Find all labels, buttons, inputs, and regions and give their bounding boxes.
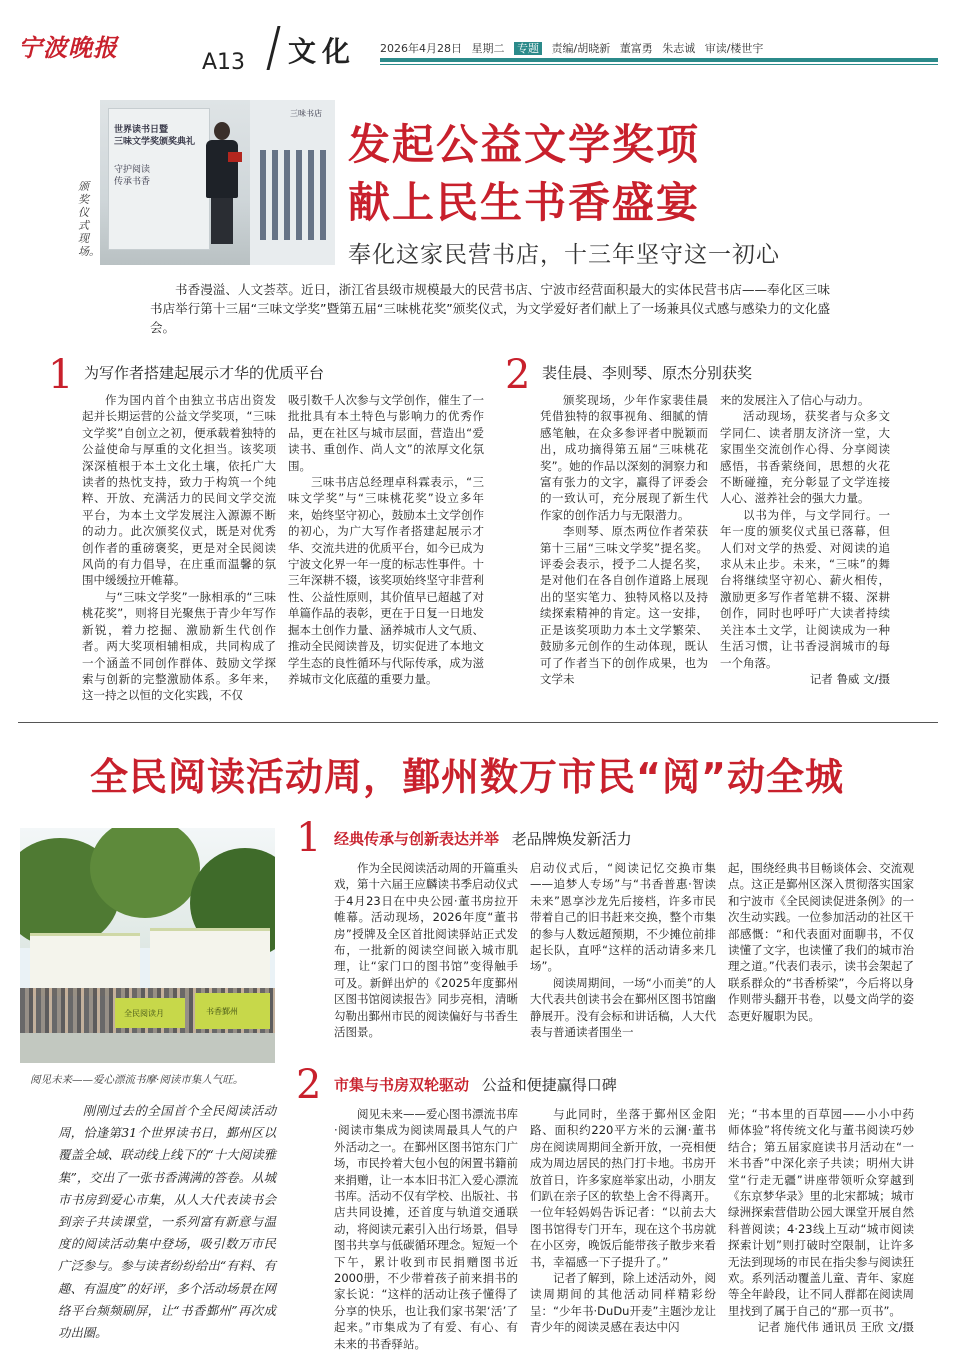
text-column	[728, 1106, 914, 1336]
section-heading: 为写作者搭建起展示才华的优质平台	[84, 364, 325, 382]
header-info	[380, 40, 763, 56]
backdrop-pattern	[260, 150, 330, 240]
paragraph: 阅读周期间，一场“小而美”的人大代表共创读书会在鄞州区图书馆幽静展开。没有会标和讲话稿，人大代表与普通读者围坐一	[530, 975, 716, 1040]
paragraph: 刚刚过去的全国首个全民阅读活动周，恰逢第31个世界读书日，鄞州区以覆盖全域、联动线上线下的“十大阅读雅集”，交出了一张书香满满的答卷。从城市书房到爱心市集，从人大代表读书会到亲子共读课堂，一系列富有新意与温度的阅读活动集中登场，吸引数万市民广泛参与。参与读者纷纷给出“有料、有趣、有温度”的好评，多个活动场景在网络平台频频刷屏，让“书香鄞州”再次成功出圈。	[58, 1103, 276, 1341]
award-ceremony-photo	[100, 100, 335, 265]
credit-editor: 责编/胡晓新	[551, 42, 611, 55]
section-heading-bold: 经典传承与创新表达并举	[334, 830, 500, 848]
paragraph: 启动仪式后，“阅读记忆交换市集——追梦人专场”与“书香普惠·智读未来”恩享沙龙先后接档，许多市民带着自己的旧书赶来交换，整个市集的参与人数远超预期，不少摊位前排起长队，直呼“这样的活动请多来几场”。	[530, 861, 716, 974]
headline-2: 全民阅读活动周，鄞州数万市民“阅”动全城	[90, 755, 844, 799]
paragraph: 作为国内首个由独立书店出资发起并长期运营的公益文学奖项，“三味文学奖”自创立之初，便承载着独特的公益使命与厚重的文化担当。该奖项深深植根于本土文化土壤，依托广大读者的热忱支持，致力于构筑一个纯粹、开放、充满活力的民间文学交流平台，为本土文学发展注入源源不断的动力。此次颁奖仪式，既是对优秀创作者的重磅褒奖，更是对全民阅读风尚的有力倡导，在庄重而温馨的氛围中缓缓拉开帷幕。	[82, 393, 276, 588]
byline: 记者 施代伟 通讯员 王欣 文/摄	[757, 1320, 914, 1335]
text-column	[530, 1106, 716, 1336]
section-heading-rest: 老品牌焕发新活力	[511, 830, 632, 848]
text-column	[530, 860, 716, 1040]
masthead-logo: 宁波晚报	[18, 33, 118, 62]
paragraph: 起，围绕经典书目畅谈体会、交流观点。这正是鄞州区深入贯彻落实国家和宁波市《全民阅读促进条例》的一次生动实践。一位参加活动的社区干部感慨：“和代表面对面聊书，不仅读懂了文字，也读懂了我们的城市治理之道。”代表们表示，读书会架起了联系群众的“书香桥梁”，今后将以身作则带头翻开书卷，以曼文尚学的姿态更好履职为民。	[728, 861, 914, 1023]
page-number: A13	[202, 50, 246, 75]
paragraph: 与此同时，坐落于鄞州区金阳路、面积约220平方米的云澜·董书房在阅读周期间全新开放，一亮相便成为周边居民的热门打卡地。书房开放首日，许多家庭举家出动，小朋友们趴在亲子区的软垫上舍不得离开。一位年轻妈妈告诉记者：“以前去大图书馆得专门开车，现在这个书房就在小区旁，晚饭后能带孩子散步来看书，幸福感一下子提升了。”	[530, 1107, 716, 1269]
reading-market-photo	[20, 828, 275, 1063]
issue-date: 2026年4月28日	[380, 42, 462, 55]
text-column	[82, 392, 276, 704]
text-column	[540, 392, 708, 687]
credit-designer: 董富勇	[619, 42, 653, 55]
header-rule-thin	[380, 64, 938, 65]
paragraph: 来的发展注入了信心与动力。	[720, 393, 870, 407]
photo-caption: 颁奖仪式现场。	[78, 180, 100, 258]
section-number: 2	[505, 352, 531, 398]
backdrop-text-4: 传承书香	[114, 177, 151, 187]
text-column	[334, 1106, 518, 1352]
credit-proofreader: 审读/楼世宇	[704, 42, 764, 55]
text-column	[728, 860, 914, 1024]
paragraph: 吸引数千人次参与文学创作，催生了一批批具有本土特色与影响力的优秀作品，更在社区与城市层面，营造出“爱读书、重创作、尚人文”的浓厚文化氛围。	[288, 393, 484, 473]
section-heading-bold: 市集与书房双轮驱动	[334, 1076, 470, 1094]
section-heading	[334, 1074, 617, 1095]
section-heading: 裴佳晨、李则琴、原杰分别获奖	[542, 364, 753, 382]
byline: 记者 鲁威 文/摄	[809, 671, 890, 686]
article-separator	[18, 722, 938, 723]
paragraph: 颁奖现场，少年作家裴佳晨凭借独特的叙事视角、细腻的情感笔触，在众多参评者中脱颖而出，成功摘得第五届“三味桃花奖”。她的作品以深刻的洞察力和富有张力的文字，赢得了评委会的一致认可，充分展现了新生代作家的创作活力与无限潜力。	[540, 393, 708, 522]
paragraph: 作为全民阅读活动周的开篇重头戏，第十六届王应麟读书季启动仪式于4月23日在中央公园·董书房拉开帷幕。活动现场，2026年度“董书房”授牌及全区首批阅读驿站正式发布，一批新的阅读空间嵌入城市肌理，让“家门口的图书馆”变得触手可及。新鲜出炉的《2025年度鄞州区图书馆阅读报告》同步亮相，清晰勾勒出鄞州市民的阅读偏好与书香生活图景。	[334, 861, 518, 1040]
section-heading	[334, 828, 632, 849]
section-title: 文化	[288, 35, 357, 68]
paragraph: 阅见未来——爱心图书漂流书库·阅读市集成为阅读周最具人气的户外活动之一。在鄞州区图书馆东门广场，市民拎着大包小包的闲置书籍前来捐赠，让一本本旧书汇入爱心漂流书库。活动不仅有学校、出版社、书店共同设摊，还首度与轨道交通联动，将阅读元素引入出行场景，倡导图书共享与低碳循环理念。短短一个下午，累计收到市民捐赠图书近2000册，不少带着孩子前来捐书的家长说：“这样的活动让孩子懂得了分享的快乐，也让我们家书架‘活’了起来。”市集成为了有爱、有心、有未来的书香驿站。	[334, 1107, 518, 1351]
paragraph: 以书为伴，与文学同行。一年一度的颁奖仪式虽已落幕，但人们对文学的热爱、对阅读的追求从未止步。未来，“三味”的舞台将继续坚守初心、薪火相传，激励更多写作者笔耕不辍、深耕创作，同时也呼吁广大读者持续关注本土文学，让阅读成为一种生活习惯，让书香浸润城市的每一个角落。	[720, 507, 890, 670]
paragraph: 与“三味文学奖”一脉相承的“三味桃花奖”，则将目光聚焦于青少年写作新锐，着力挖掘、激励新生代创作者。两大奖项相辅相成，共同构成了一个涵盖不同创作群体、鼓励文学探索与创新的完整激励体系。多年来，这一持之以恒的文化实践，不仅	[82, 589, 276, 703]
text-column	[288, 392, 484, 687]
paragraph: 活动现场，获奖者与众多文学同仁、读者朋友济济一堂，大家围坐交流创作心得、分享阅读感悟，书香萦绕间，思想的火花不断碰撞，充分彰显了文学连接人心、滋养社会的强大力量。	[720, 409, 890, 506]
photo-caption-2: 阅见未来——爱心漂流书摩·阅读市集人气旺。	[30, 1074, 244, 1086]
article-lead: 书香漫溢、人文荟萃。近日，浙江省县级市规模最大的民营书店、宁波市经营面积最大的实体民营书店——奉化区三味书店举行第十三届“三味文学奖”暨第五届“三味桃花奖”颁奖仪式，为文学爱好者们献上了一场兼具仪式感与感染力的文化盛会。	[150, 282, 830, 335]
speaker-figure	[206, 122, 236, 242]
section-number: 1	[48, 352, 74, 398]
issue-weekday: 星期二	[471, 42, 505, 55]
text-column	[334, 860, 518, 1040]
paragraph: 李则琴、原杰两位作者荣获第十三届“三味文学奖”提名奖。评委会表示，授予二人提名奖，是对他们在各自创作道路上展现出的坚实笔力、独特风格以及持续探索精神的肯定。这一安排，正是该奖项助力本土文学繁荣、鼓励多元创作的生动体现，既认可了作者当下的创作成果，也为文学未	[540, 524, 708, 686]
bookstore-logo: 三味书店	[290, 109, 322, 118]
backdrop-text-3: 守护阅读	[114, 165, 151, 175]
headline-line-2: 献上民生书香盛宴	[348, 178, 701, 227]
banner-text-1: 全民阅读月	[124, 1009, 164, 1018]
backdrop-text-2: 三味文学奖颁奖典礼	[114, 137, 196, 147]
section-tag: 专题	[514, 42, 542, 55]
backdrop-text-1: 世界读书日暨	[114, 125, 169, 135]
paragraph: 记者了解到，除上述活动外，阅读周期间的其他活动同样精彩纷呈：“少年书·DuDu开麦”主题沙龙让青少年的阅读灵感在表达中闪	[530, 1271, 716, 1335]
section-number: 1	[296, 815, 322, 861]
section-heading-rest: 公益和便捷赢得口碑	[481, 1076, 617, 1094]
section-number: 2	[296, 1062, 322, 1108]
subheadline: 奉化这家民营书店，十三年坚守这一初心	[348, 242, 780, 268]
article-lead-2	[58, 1100, 276, 1344]
credit-layout: 朱志诚	[662, 42, 696, 55]
header-rule	[380, 58, 938, 62]
paragraph: 光；“书本里的百草园——小小中药师体验”将传统文化与董书阅读巧妙结合；第五届家庭读书月活动在“一米书香”中深化亲子共读；明州大讲堂“行走无疆”讲座带领听众穿越到《东京梦华录》里的北宋都城；城市绿洲探索营借助公园大课堂开展自然科普阅读；4·23线上互动“城市阅读探索计划”则打破时空限制，让许多无法到现场的市民在指尖参与阅读狂欢。系列活动覆盖儿童、青年、家庭等全年龄段，让不同人群都在阅读周里找到了属于自己的“那一页书”。	[728, 1107, 914, 1318]
paragraph: 三味书店总经理卓科霖表示，“三味文学奖”与“三味桃花奖”设立多年来，始终坚守初心，鼓励本土文学创作的初心，为广大写作者搭建起展示才华、交流共进的优质平台，如今已成为宁波文化界一年一度的标志性事件。十三年深耕不辍，该奖项始终坚守非营利性、公益性原则，其价值早已超越了对单篇作品的表彰，更在于日复一日地发掘本土创作力量、涵养城市人文气质、推动全民阅读普及，切实促进了本地文学生态的良性循环与代际传承，成为滋养城市文化底蕴的重要力量。	[288, 475, 484, 686]
text-column	[720, 392, 890, 687]
header-divider	[267, 26, 281, 70]
headline-line-1: 发起公益文学奖项	[348, 120, 701, 169]
banner-text-2: 书香鄞州	[206, 1007, 238, 1016]
